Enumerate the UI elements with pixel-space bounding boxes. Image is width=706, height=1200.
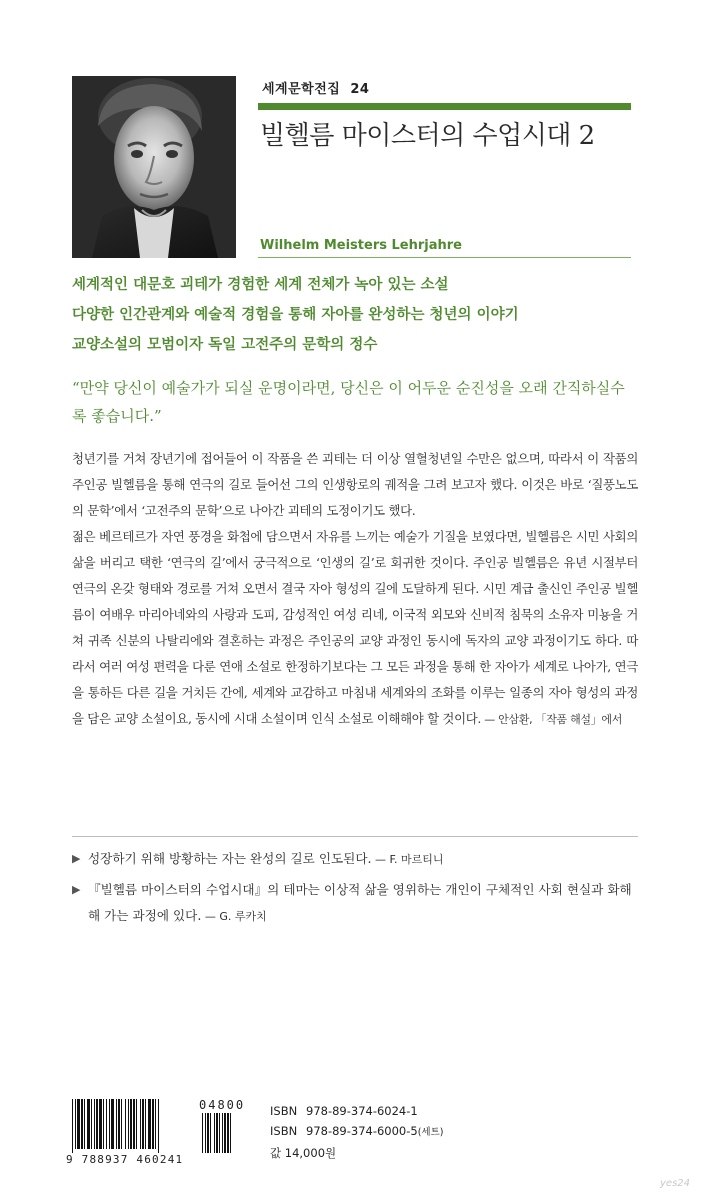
featured-quote: “만약 당신이 예술가가 되실 운명이라면, 당신은 이 어두운 순진성을 오래 간직하실수록 좋습니다.” (72, 379, 625, 425)
review-item (72, 877, 638, 930)
isbn-number: 978-89-374-6024-1 (306, 1104, 418, 1118)
book-description (72, 446, 638, 733)
barcode-bar (94, 1099, 95, 1149)
review-list (72, 846, 638, 934)
barcode-bar (75, 1099, 76, 1149)
review-author: — G. 루카치 (201, 910, 267, 923)
series-number: 24 (350, 82, 370, 97)
isbn-set-note: (세트) (417, 1127, 444, 1138)
barcode-bar (111, 1099, 114, 1149)
review-text: 성장하기 위해 방황하는 자는 완성의 길로 인도된다. (88, 851, 372, 866)
barcode-bar (152, 1099, 154, 1149)
barcode-addon-bar (205, 1113, 206, 1153)
barcode-bar (145, 1099, 146, 1149)
review-text-wrap (88, 846, 638, 873)
barcode-bar (96, 1099, 98, 1149)
section-divider (72, 836, 638, 837)
tagline: 세계적인 대문호 괴테가 경험한 세계 전체가 녹아 있는 소설 (72, 277, 449, 293)
isbn-label: ISBN (270, 1124, 298, 1138)
barcode-bar (84, 1099, 85, 1149)
barcode-addon-bar (219, 1113, 220, 1153)
description-paragraph: 청년기를 거쳐 장년기에 접어들어 이 작품을 쓴 괴테는 더 이상 열혈청년일 수만은 없으며, 따라서 이 작품의 주인공 빌헬름을 통해 연극의 길로 들어선 그의 인생항로의 궤적을 그려 보고자 했다. 이것은 바로 ‘질풍노도의 문학’에서 ‘고전주의 문학’으로 나아간 괴테의 도정이기도 했다. (72, 451, 638, 518)
barcode-addon-bar (230, 1113, 231, 1153)
portrait-image (72, 76, 236, 258)
review-text-wrap (88, 877, 638, 930)
barcode-bar (125, 1099, 126, 1149)
barcode-bar (140, 1099, 141, 1149)
barcode-bar (148, 1099, 151, 1149)
tagline: 교양소설의 모범이자 독일 고전주의 문학의 정수 (72, 337, 378, 353)
barcode-addon-bar (214, 1113, 215, 1153)
watermark: yes24 (660, 1178, 691, 1189)
barcode-addon-bar (222, 1113, 223, 1153)
barcode-bar (118, 1099, 120, 1149)
isbn-label: ISBN (270, 1104, 298, 1118)
barcode-bar (142, 1099, 144, 1149)
barcode-bar (136, 1099, 137, 1149)
barcode-digits: 9 788937 460241 (66, 1153, 184, 1165)
barcode-bar (116, 1099, 117, 1149)
barcode-bar (81, 1099, 83, 1149)
original-title-rule (258, 257, 631, 258)
barcode-addon-bar (207, 1113, 209, 1153)
triangle-bullet-icon: ▶ (72, 852, 81, 865)
review-text: 『빌헬름 마이스터의 수업시대』의 테마는 이상적 삶을 영위하는 개인이 구체적인 사회 현실과 화해해 가는 과정에 있다. (88, 882, 632, 923)
barcode-addon-bar (227, 1113, 229, 1153)
description-source: — 안삼환, 「작품 해설」에서 (481, 713, 623, 726)
barcode-bar (103, 1099, 104, 1149)
taglines (72, 270, 642, 360)
barcode-bar (77, 1099, 80, 1149)
barcode-bar (87, 1099, 90, 1149)
barcode-bar (158, 1099, 159, 1153)
barcode-bar (121, 1099, 122, 1149)
isbn-block (270, 1101, 444, 1163)
title-bar (258, 103, 631, 110)
barcode-bar (72, 1099, 73, 1153)
isbn-line (270, 1121, 444, 1143)
barcode-bar (109, 1099, 110, 1149)
isbn-line (270, 1101, 444, 1121)
author-portrait (72, 76, 236, 258)
tagline: 다양한 인간관계와 예술적 경험을 통해 자아를 완성하는 청년의 이야기 (72, 307, 519, 323)
price-label: 값 (270, 1146, 282, 1160)
series-name: 세계문학전집 (262, 82, 341, 97)
barcode-bar (133, 1099, 135, 1149)
barcode-bar (91, 1099, 92, 1149)
barcode-bar (155, 1099, 156, 1149)
description-paragraph-text: 젊은 베르테르가 자연 풍경을 화첩에 담으면서 자유를 느끼는 예술가 기질을 보였다면, 빌헬름은 시민 사회의 삶을 버리고 택한 ‘연극의 길’에서 궁극적으로 ‘인생의 길’로 회귀한 것이다. 주인공 빌헬름은 유년 시절부터 연극의 온갖 형태와 경로를 거쳐 오면서 결국 자아 형성의 길에 도달하게 된다. 시민 계급 출신인 주인공 빌헬름이 여배우 마리아네와의 사랑과 도피, 감성적인 여성 리네, 이국적 외모와 신비적 침묵의 소유자 미뇽을 거쳐 귀족 신분의 나탈리에와 결혼하는 과정은 주인공의 교양 과정인 동시에 독자의 교양 과정이기도 하다. 따라서 여러 여성 편력을 다룬 연애 소설로 한정하기보다는 그 모든 과정을 통해 한 자아가 세계로 나아가, 연극을 통하든 다른 길을 거치든 간에, 세계와 교감하고 마침내 세계와의 조화를 이루는 일종의 자아 형성의 과정을 담은 교양 소설이요, 동시에 시대 소설이며 인식 소설로 이해해야 할 것이다. (72, 529, 638, 726)
original-title: Wilhelm Meisters Lehrjahre (260, 238, 462, 253)
barcode-bar (128, 1099, 129, 1149)
review-item (72, 846, 638, 873)
book-title: 빌헬름 마이스터의 수업시대 2 (260, 121, 595, 151)
price: 14,000원 (284, 1146, 337, 1160)
barcode-bar (99, 1099, 102, 1149)
isbn-number-set: 978-89-374-6000-5 (306, 1124, 418, 1138)
price-line (270, 1143, 444, 1163)
barcode-addon-bar (202, 1113, 203, 1153)
barcode-bar (130, 1099, 132, 1149)
description-paragraph (72, 524, 638, 733)
review-author: — F. 마르티니 (371, 853, 444, 866)
barcode-addon: 04800 (199, 1098, 246, 1112)
barcode-addon-bar (224, 1113, 226, 1153)
triangle-bullet-icon: ▶ (72, 883, 81, 896)
barcode-addon-bar (210, 1113, 211, 1153)
series-label (262, 78, 369, 97)
barcode-bar (106, 1099, 107, 1149)
barcode-addon-bar (216, 1113, 218, 1153)
